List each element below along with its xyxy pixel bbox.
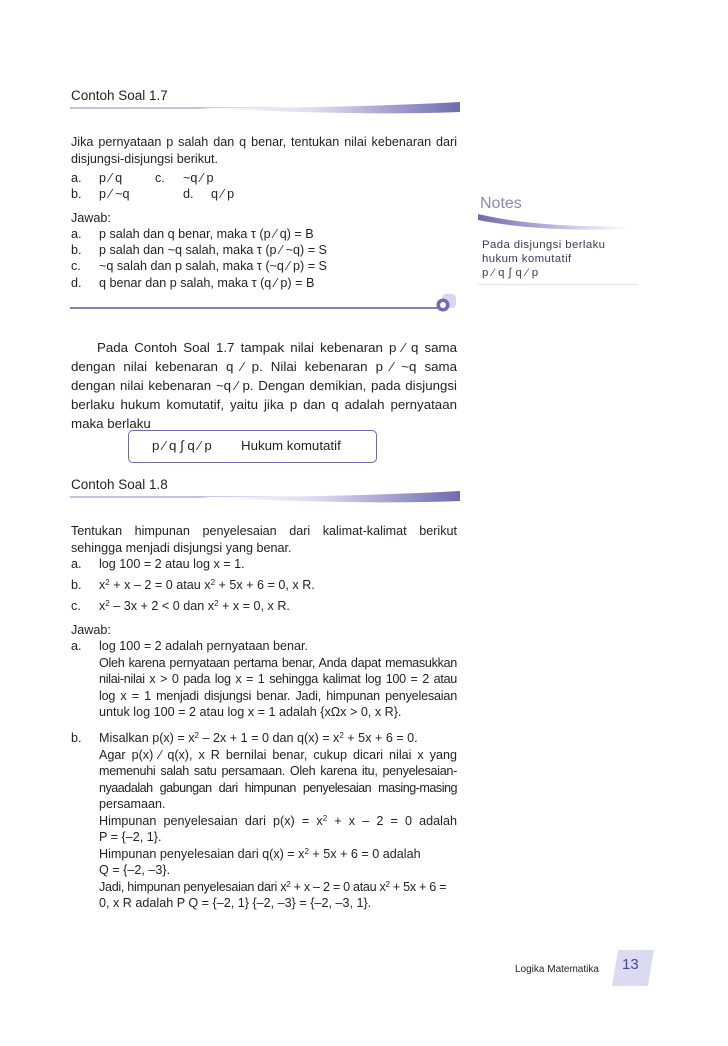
answer-b-line: Agar p(x) ⁄ q(x), x R bernilai benar, cukup dicari nilai x yang <box>99 747 457 762</box>
item-label: a. <box>71 557 82 571</box>
answer-b-line: Himpunan penyelesaian dari $p(x) = x^2 + x - 2 = 0$ adalah <box>99 813 457 828</box>
example-end-rule <box>70 290 462 316</box>
answer-item-text: p salah dan ~q salah, maka τ (p ⁄ ~q) = S <box>99 243 327 257</box>
question-line: disjungsi-disjungsi berikut. <box>71 151 218 166</box>
option-label: a. <box>71 171 82 185</box>
law-formula: p ⁄ q ∫ q ⁄ p <box>152 438 212 453</box>
option-label: c. <box>155 171 165 185</box>
answer-b-line: Q = {–2, –3}. <box>99 863 171 877</box>
answer-b-line: memenuhi salah satu persamaan. Oleh karena itu, penyelesaian- <box>99 764 457 778</box>
option-text: q ⁄ p <box>211 187 235 201</box>
answer-b-line: Himpunan penyelesaian dari $q(x) = x^2 + 5x + 6 = 0$ adalah <box>99 846 421 861</box>
body-paragraph <box>71 338 457 433</box>
notes-swoosh-decoration <box>478 208 638 232</box>
footer-book-title: Logika Matematika <box>515 964 599 975</box>
notes-title: Notes <box>480 195 522 212</box>
option-label: d. <box>183 187 194 201</box>
option-text: p ⁄ ~q <box>99 187 130 201</box>
answer-a-line: untuk log 100 = 2 atau log x = 1 adalah {xΩx > 0, x R}. <box>99 705 402 719</box>
item-text: $x^2 - 3x + 2 < 0$ dan $x^2 + x = 0$, x R. <box>99 599 290 613</box>
notes-body <box>482 238 605 280</box>
paragraph-line: Pada Contoh Soal 1.7 tampak nilai kebenaran p ⁄ q sama <box>97 340 457 355</box>
answer-item-label: a. <box>71 227 82 241</box>
answer-a-line: log x = 1 menjadi disjungsi benar. Jadi, himpunan penyelesaian <box>99 688 457 703</box>
title-swoosh-decoration <box>70 487 470 517</box>
answer-item-label: c. <box>71 259 81 273</box>
answer-a-line: Oleh karena pernyataan pertama benar, Anda dapat memasukkan <box>99 655 457 670</box>
question-line: Tentukan himpunan penyelesaian dari kalimat-kalimat berikut <box>71 524 457 538</box>
question-line: Jika pernyataan p salah dan q benar, tentukan nilai kebenaran dari <box>71 135 457 149</box>
question-item <box>71 577 451 594</box>
answer-row <box>71 258 451 275</box>
option-label: b. <box>71 187 82 201</box>
answer-item-label: d. <box>71 276 82 290</box>
notes-line: hukum komutatif <box>482 253 572 265</box>
item-text: log 100 = 2 atau log x = 1. <box>99 557 245 571</box>
answer-a-body <box>99 638 457 721</box>
answer-b-line: Jadi, himpunan penyelesaian dari $x^2 + x - 2 = 0$ atau $x^2 + 5x + 6$ = <box>99 879 447 894</box>
item-text: $x^2 + x - 2 = 0$ atau $x^2 + 5x + 6 = 0$, x R. <box>99 578 315 592</box>
option-row <box>71 186 371 203</box>
answer-row <box>71 242 451 259</box>
answer-b-line: persamaan. <box>99 797 166 811</box>
answer-item-text: q benar dan p salah, maka τ (q ⁄ p) = B <box>99 276 315 290</box>
paragraph-line: maka berlaku <box>71 416 151 431</box>
answer-a-line: log 100 = 2 adalah pernyataan benar. <box>99 639 309 653</box>
paragraph-line: dengan nilai kebenaran ~q ⁄ p. Dengan demikian, pada disjungsi <box>71 378 457 393</box>
notes-bottom-rule <box>478 284 638 285</box>
answer-a-label: a. <box>71 639 82 653</box>
example-title-1-8: Contoh Soal 1.8 <box>71 477 168 492</box>
answer-b-line: P = {–2, 1}. <box>99 830 162 844</box>
answer-item-label: b. <box>71 243 82 257</box>
question-item <box>71 598 451 615</box>
option-text: ~q ⁄ p <box>183 171 214 185</box>
option-text: p ⁄ q <box>99 171 123 185</box>
question-item <box>71 556 451 573</box>
law-box <box>128 430 377 463</box>
answer-item-text: ~q salah dan p salah, maka τ (~q ⁄ p) = S <box>99 259 327 273</box>
answer-b-line: 0, x R adalah P Q = {–2, 1} {–2, –3} = {–2, –3, 1}. <box>99 896 372 910</box>
item-label: c. <box>71 599 81 613</box>
answer-b-label: b. <box>71 731 82 745</box>
answer-label: Jawab: <box>71 623 111 637</box>
question-line: sehingga menjadi disjungsi yang benar. <box>71 540 292 555</box>
example-title-1-7: Contoh Soal 1.7 <box>71 88 168 103</box>
law-name: Hukum komutatif <box>241 438 341 453</box>
notes-line: Pada disjungsi berlaku <box>482 239 606 251</box>
answer-b-line: nyaadalah gabungan dari himpunan penyelesaian masing-masing <box>99 780 457 795</box>
answer-row <box>71 226 451 243</box>
example-8-question <box>71 523 457 556</box>
example-7-question <box>71 134 457 167</box>
answer-b-body <box>99 730 457 912</box>
notes-line: p ⁄ q ∫ q ⁄ p <box>482 267 539 279</box>
answer-b-line: Misalkan $p(x) = x^2 - 2x + 1 = 0$ dan $q(x) = x^2 + 5x + 6 = 0$. <box>99 731 418 745</box>
item-label: b. <box>71 578 82 592</box>
paragraph-line: berlaku hukum komutatif, yaitu jika p dan q adalah pernyataan <box>71 397 457 412</box>
answer-a-line: nilai-nilai x > 0 pada log x = 1 sehingga kalimat log 100 = 2 atau <box>99 672 457 686</box>
page-number: 13 <box>622 956 639 973</box>
answer-label: Jawab: <box>71 211 111 225</box>
title-swoosh-decoration <box>70 98 470 128</box>
option-row <box>71 170 371 187</box>
answer-item-text: p salah dan q benar, maka τ (p ⁄ q) = B <box>99 227 314 241</box>
paragraph-line: dengan nilai kebenaran q ⁄ p. Nilai kebenaran p ⁄ ~q sama <box>71 359 457 374</box>
